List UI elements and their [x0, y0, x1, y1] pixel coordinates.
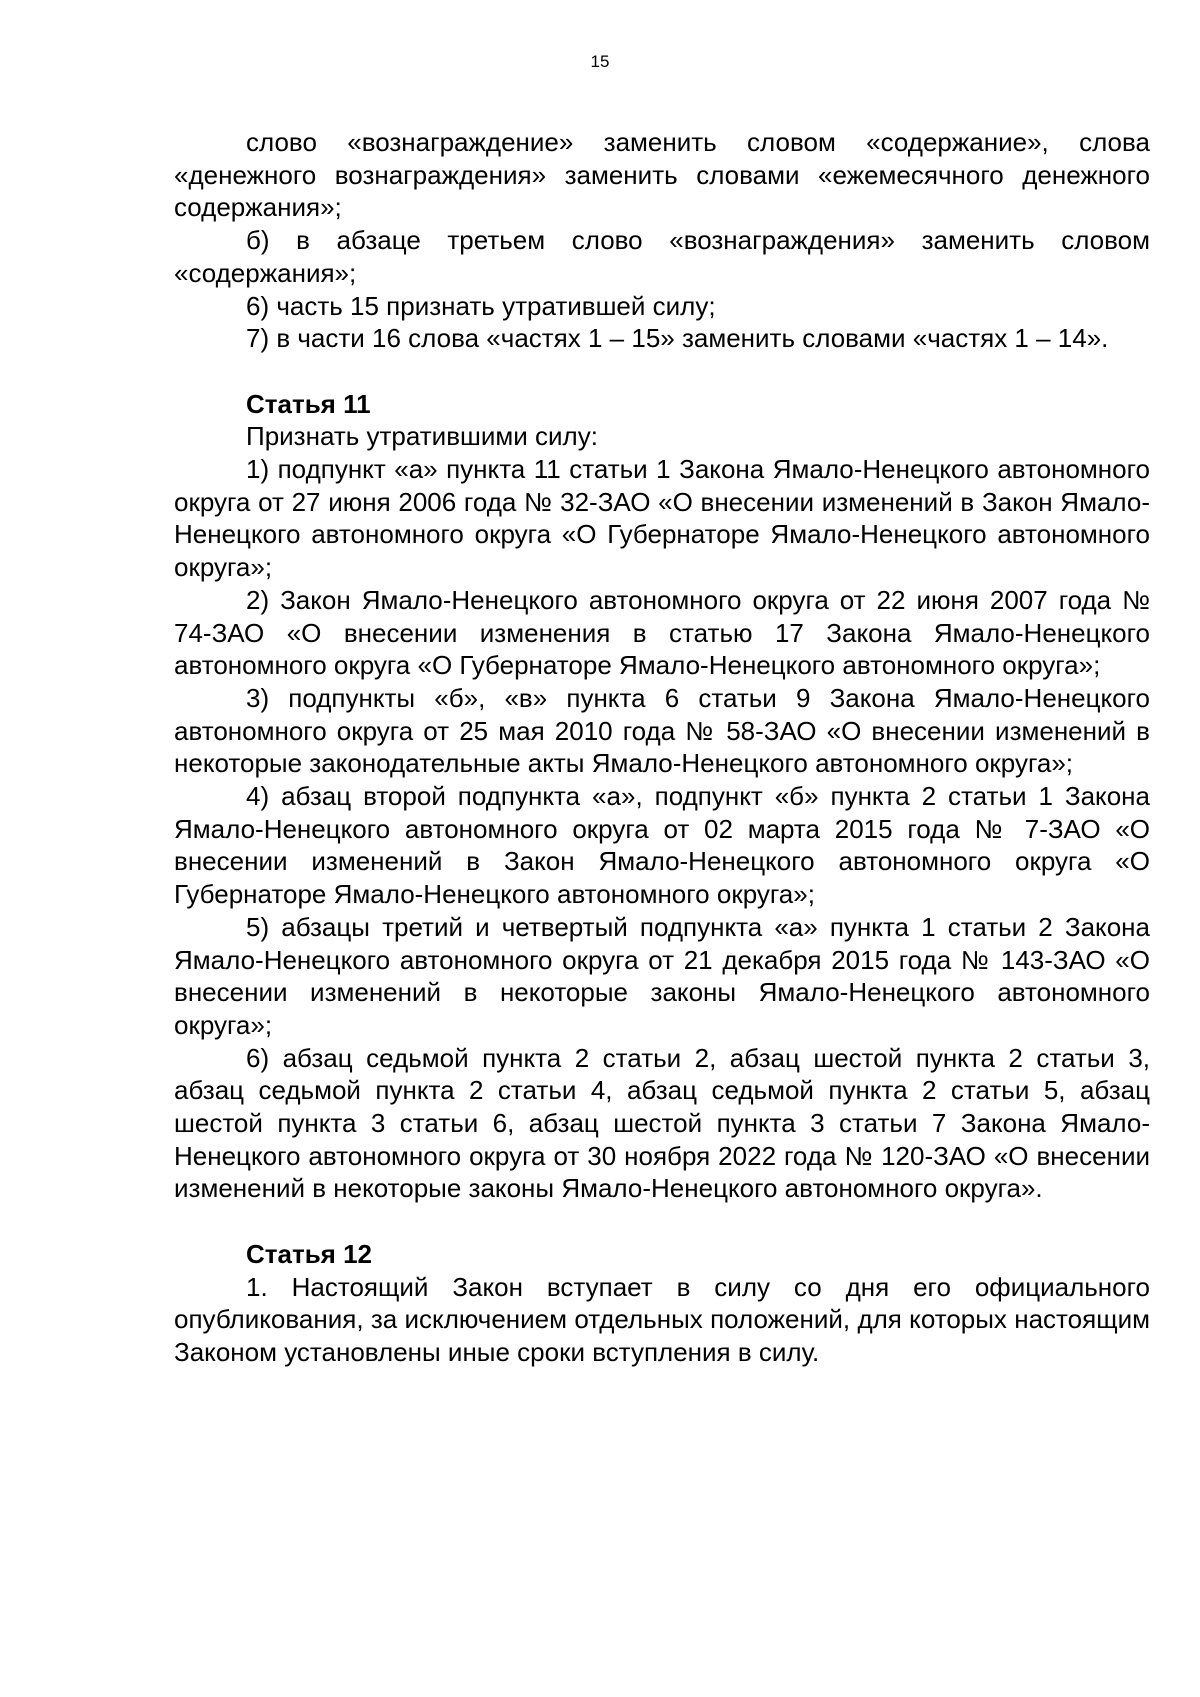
article-11-item: 4) абзац второй подпункта «а», подпункт «б» пункта 2 статьи 1 Закона Ямало-Ненецкого автономного округа от 02 марта 2015 года № 7-ЗАО «О внесении изменений в Закон Ямало-Ненецкого автономного округа «О Губернаторе Ямало-Ненецкого автономного округа»;: [174, 781, 1150, 910]
paragraph-item-6: 6) часть 15 признать утратившей силу;: [246, 290, 716, 321]
article-12-item: 1. Настоящий Закон вступает в силу со дня его официального опубликования, за исключением отдельных положений, для которых настоящим Законом установлены иные сроки вступления в силу.: [174, 1271, 1150, 1367]
article-11-item: 2) Закон Ямало-Ненецкого автономного округа от 22 июня 2007 года № 74-ЗАО «О внесении изменения в статью 17 Закона Ямало-Ненецкого автономного округа «О Губернаторе Ямало-Ненецкого автономного округа»;: [174, 584, 1150, 681]
paragraph-item-7: 7) в части 16 слова «частях 1 – 15» заменить словами «частях 1 – 14».: [246, 323, 1109, 354]
paragraph-continuation: слово «вознаграждение» заменить словом «содержание», слова «денежного вознаграждения» заменить словами «ежемесячного денежного содержания»;: [174, 127, 1150, 223]
page-number: 15: [590, 52, 610, 71]
article-11-item: 1) подпункт «а» пункта 11 статьи 1 Закона Ямало-Ненецкого автономного округа от 27 июня 2006 года № 32-ЗАО «О внесении изменений в Закон Ямало-Ненецкого автономного округа «О Губернаторе Ямало-Ненецкого автономного округа»;: [174, 454, 1150, 583]
article-11-heading: Статья 11: [246, 388, 371, 419]
article-11-item: 6) абзац седьмой пункта 2 статьи 2, абзац шестой пункта 2 статьи 3, абзац седьмой пункта 2 статьи 4, абзац седьмой пункта 2 статьи 5, абзац шестой пункта 3 статьи 6, абзац шестой пункта 3 статьи 7 Закона Ямало-Ненецкого автономного округа от 30 ноября 2022 года № 120-ЗАО «О внесении изменений в некоторые законы Ямало-Ненецкого автономного округа».: [174, 1042, 1150, 1204]
article-12-heading: Статья 12: [246, 1238, 373, 1269]
article-11-item: 3) подпункты «б», «в» пункта 6 статьи 9 Закона Ямало-Ненецкого автономного округа от 25 мая 2010 года № 58-ЗАО «О внесении изменений в некоторые законодательные акты Ямало-Ненецкого автономного округа»;: [174, 682, 1150, 779]
article-11-item: 5) абзацы третий и четвертый подпункта «а» пункта 1 статьи 2 Закона Ямало-Ненецкого автономного округа от 21 декабря 2015 года № 143-ЗАО «О внесении изменений в некоторые законы Ямало-Ненецкого автономного округа»;: [174, 911, 1150, 1040]
spacer: [174, 355, 1150, 388]
spacer: [174, 1205, 1150, 1238]
article-11-intro: Признать утратившими силу:: [246, 421, 598, 452]
paragraph-item-b: б) в абзаце третьем слово «вознаграждения» заменить словом «содержания»;: [174, 225, 1150, 288]
document-body: [174, 126, 1150, 1369]
